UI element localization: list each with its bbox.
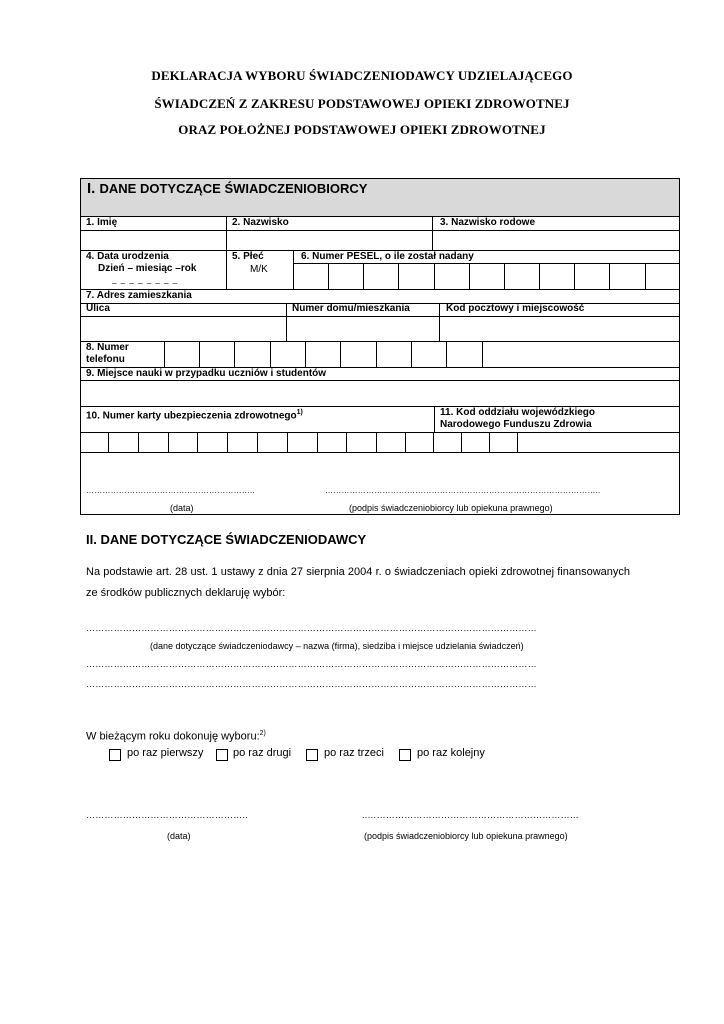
card-cell-line — [287, 432, 288, 452]
col-line — [432, 216, 433, 250]
card-cell-line — [108, 432, 109, 452]
birth-date-format: Dzień – miesiąc –rok — [98, 263, 197, 274]
insurance-card-label — [86, 407, 303, 422]
school-label: 9. Miejsce nauki w przypadku uczniów i studentów — [86, 368, 327, 379]
col-line — [226, 216, 227, 250]
card-cell-line — [489, 432, 490, 452]
col-line — [286, 303, 287, 341]
phone-cell-line — [199, 341, 200, 367]
card-cell-line — [168, 432, 169, 452]
option-third-label: po raz trzeci — [324, 747, 384, 759]
col-line — [293, 250, 294, 289]
pesel-cell-line — [539, 263, 540, 289]
option-third-checkbox[interactable] — [306, 749, 318, 761]
date-caption: (data) — [170, 503, 194, 513]
pesel-cell-line — [328, 263, 329, 289]
nfz-branch-label-2: Narodowego Funduszu Zdrowia — [440, 419, 592, 430]
section-2-paragraph: Na podstawie art. 28 ust. 1 ustawy z dnia 27 sierpnia 2004 r. o świadczeniach opieki zdrowotnej finansowanych ze środków publicznych deklaruję wybór: — [86, 566, 630, 599]
nfz-branch-label-1: 11. Kod oddziału wojewódzkiego — [440, 407, 596, 418]
option-second-checkbox[interactable] — [216, 749, 228, 761]
card-cell-line — [227, 432, 228, 452]
date-signature-line: …………………………………………………….. — [86, 486, 255, 495]
signature-line: ……………………………………………………………………………………….. — [325, 486, 601, 495]
card-cell-line — [138, 432, 139, 452]
row-line — [80, 230, 680, 231]
row-line — [80, 380, 680, 381]
option-second-label: po raz drugi — [233, 747, 292, 759]
form-title-line-3: ORAZ POŁOŻNEJ PODSTAWOWEJ OPIEKI ZDROWOTNEJ — [178, 122, 546, 137]
phone-cell-line — [482, 341, 483, 367]
card-cell-line — [346, 432, 347, 452]
provider-caption: (dane dotyczące świadczeniodawcy – nazwa (firma), siedziba i miejsce udzielania świadczeń) — [150, 641, 524, 651]
section-1-heading — [87, 180, 367, 197]
card-cell-line — [257, 432, 258, 452]
row-line — [80, 452, 680, 453]
form-title-line-1: DEKLARACJA WYBORU ŚWIADCZENIODAWCY UDZIELAJĄCEGO — [151, 68, 573, 83]
current-year-text: W bieżącym roku dokonuję wyboru: — [86, 730, 260, 743]
birth-date-placeholder: _ _ _ _ _ _ _ _ — [112, 275, 179, 284]
phone-cell-line — [411, 341, 412, 367]
row-line — [80, 216, 680, 217]
address-label: 7. Adres zamieszkania — [86, 290, 192, 301]
provider-line-2: ………………………………………………………………………………………………………………………………… — [86, 659, 537, 669]
birth-date-label: 4. Data urodzenia — [86, 251, 169, 262]
option-next-checkbox[interactable] — [399, 749, 411, 761]
first-name-label: 1. Imię — [86, 217, 118, 228]
sex-value: M/K — [250, 264, 268, 275]
phone-cell-line — [305, 341, 306, 367]
signature-line-2: ..…………………………………………………………… — [362, 810, 580, 820]
pesel-cell-line — [609, 263, 610, 289]
family-name-label: 3. Nazwisko rodowe — [440, 217, 536, 228]
pesel-cell-line — [363, 263, 364, 289]
phone-cell-line — [234, 341, 235, 367]
insurance-card-text: 10. Numer karty ubezpieczenia zdrowotnego — [86, 410, 297, 422]
section-1-title: DANE DOTYCZĄCE ŚWIADCZENIOBIORCY — [99, 181, 368, 196]
section-1-roman: I. — [87, 180, 96, 197]
phone-cell-line — [270, 341, 271, 367]
signature-caption: (podpis świadczeniobiorcy lub opiekuna prawnego) — [349, 503, 553, 513]
col-line — [434, 406, 435, 432]
option-first-label: po raz pierwszy — [127, 747, 204, 759]
phone-cell-line — [446, 341, 447, 367]
row-line — [293, 263, 680, 264]
card-cell-line — [405, 432, 406, 452]
pesel-cell-line — [469, 263, 470, 289]
provider-line-1: ………………………………………………………………………………………………………………………………… — [86, 623, 537, 633]
sex-label: 5. Płeć — [232, 251, 264, 262]
date-caption-2: (data) — [167, 831, 191, 841]
row-line — [80, 316, 680, 317]
pesel-cell-line — [645, 263, 646, 289]
signature-caption-2: (podpis świadczeniobiorcy lub opiekuna prawnego) — [364, 831, 568, 841]
pesel-cell-line — [574, 263, 575, 289]
row-line — [80, 341, 680, 342]
phone-cell-line — [340, 341, 341, 367]
card-cell-line — [461, 432, 462, 452]
insurance-card-footnote: 1) — [296, 409, 303, 416]
current-year-footnote: 2) — [259, 730, 266, 737]
phone-cell-line — [376, 341, 377, 367]
card-cell-line — [433, 432, 434, 452]
street-label: Ulica — [86, 303, 110, 314]
option-next-label: po raz kolejny — [417, 747, 485, 759]
current-year-label — [86, 730, 266, 743]
col-line — [439, 303, 440, 341]
col-line — [226, 250, 227, 289]
form-title-line-2: ŚWIADCZEŃ Z ZAKRESU PODSTAWOWEJ OPIEKI ZDROWOTNEJ — [154, 96, 570, 111]
card-cell-line — [197, 432, 198, 452]
card-cell-line — [376, 432, 377, 452]
postal-code-label: Kod pocztowy i miejscowość — [446, 303, 585, 314]
row-line — [80, 432, 680, 433]
last-name-label: 2. Nazwisko — [232, 217, 289, 228]
house-number-label: Numer domu/mieszkania — [292, 303, 410, 314]
card-cell-line — [517, 432, 518, 452]
section-1-table — [80, 178, 680, 515]
phone-cell-line — [164, 341, 165, 367]
phone-label-1: 8. Numer — [86, 342, 129, 353]
date-signature-line-2: …………………………………………….. — [86, 810, 248, 820]
pesel-cell-line — [504, 263, 505, 289]
pesel-cell-line — [398, 263, 399, 289]
option-first-checkbox[interactable] — [109, 749, 121, 761]
pesel-cell-line — [434, 263, 435, 289]
provider-line-3: ………………………………………………………………………………………………………………………………… — [86, 679, 537, 689]
card-cell-line — [317, 432, 318, 452]
phone-label-2: telefonu — [86, 354, 125, 365]
section-2-heading: II. DANE DOTYCZĄCE ŚWIADCZENIODAWCY — [86, 532, 367, 547]
pesel-label: 6. Numer PESEL, o ile został nadany — [301, 251, 474, 262]
